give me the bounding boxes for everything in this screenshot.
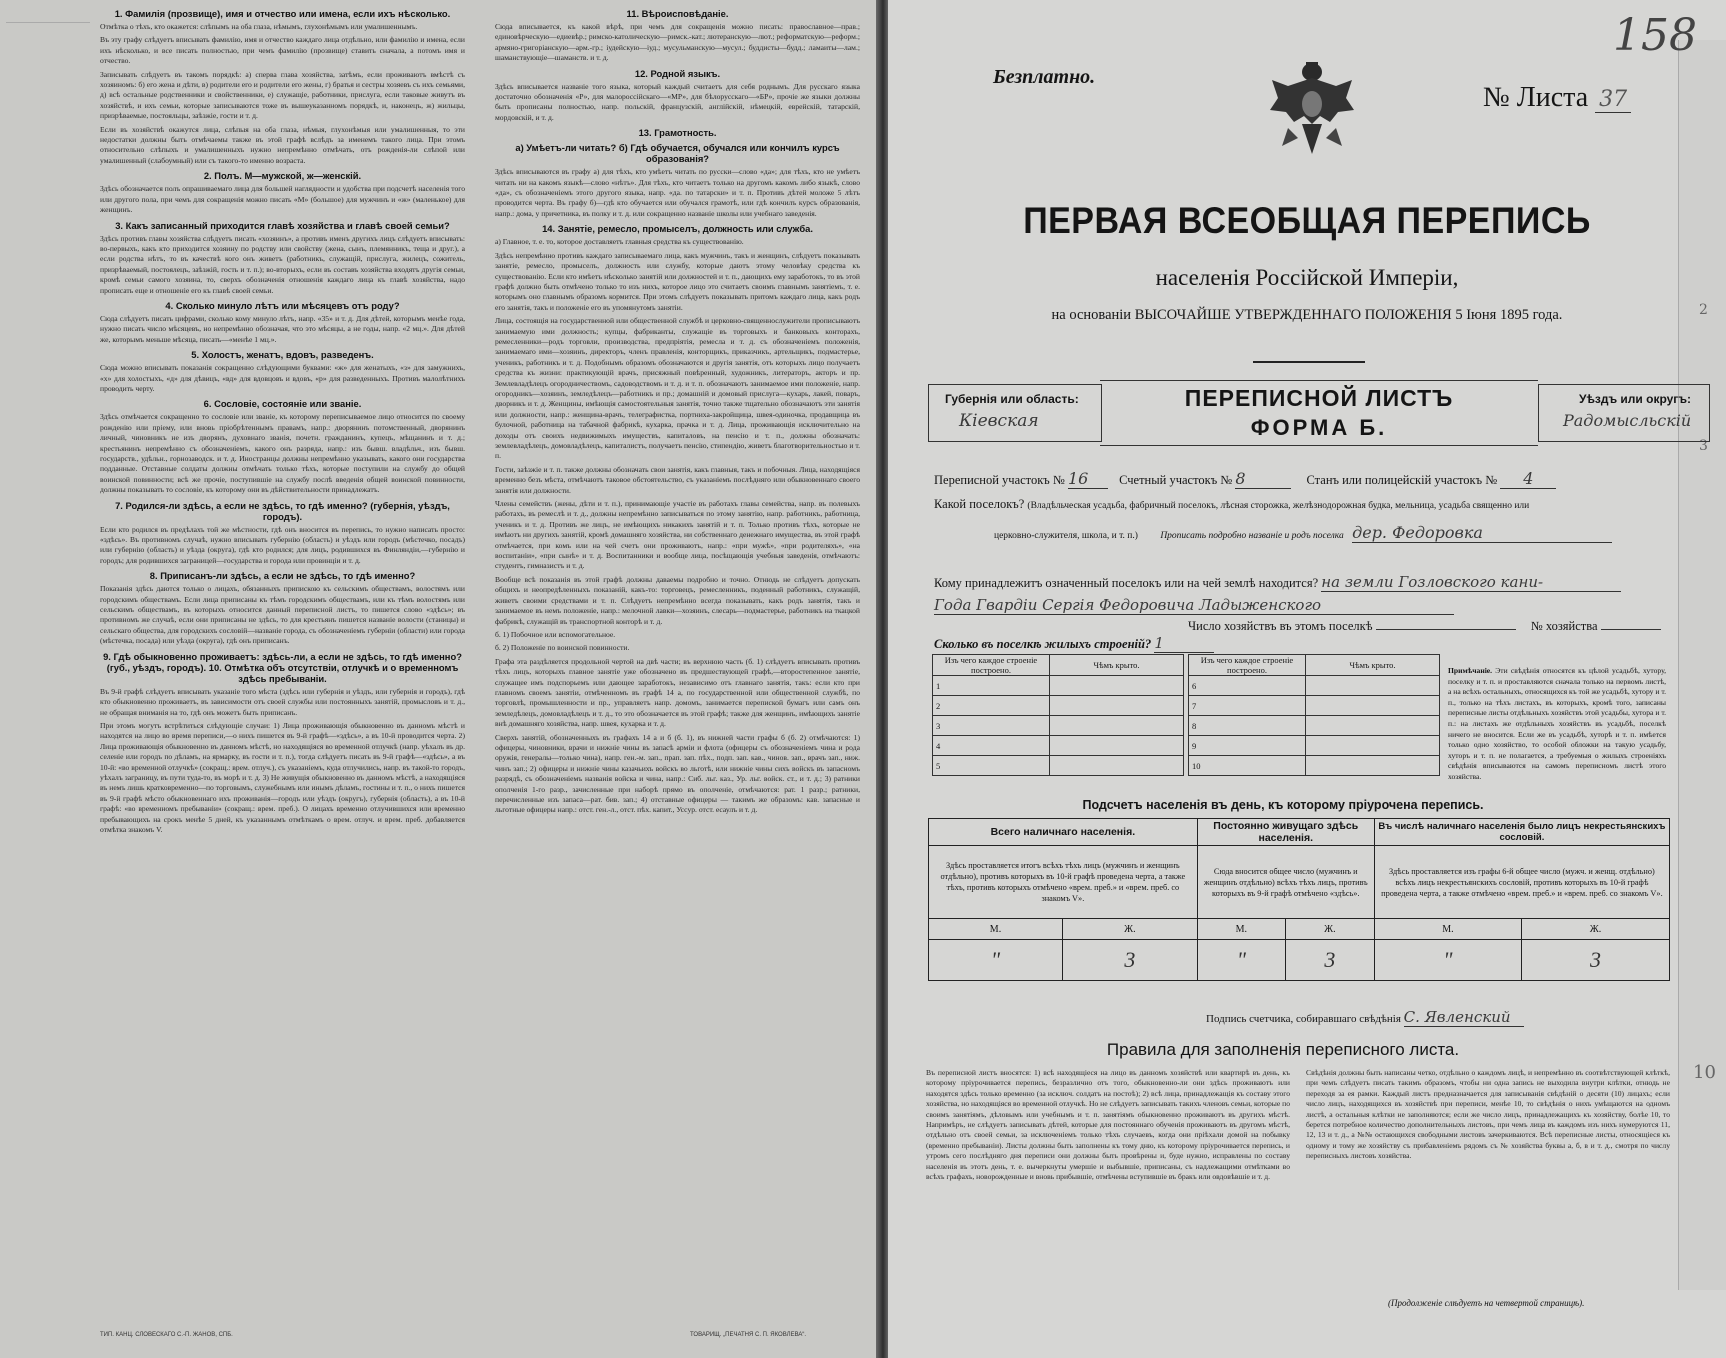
printer-imprint-left: ТИП. КАНЦ. СЛОВЕСКАГО С.-П. ЖАНОВ, СПБ.	[100, 1332, 233, 1338]
resident-male-value: "	[1197, 940, 1285, 981]
household-number-label: № хозяйства	[1530, 619, 1598, 633]
row-number: 7	[1189, 696, 1306, 716]
instruction-heading: 12. Родной языкъ.	[634, 67, 721, 79]
household-number-value	[1601, 629, 1661, 630]
rules-left-column: Въ переписной листъ вносятся: 1) всѣ находящіеся на лицо въ данномъ хозяйствѣ или квартирѣ въ день, къ которому пріурочивается перепись, безразлично отъ того, обыкновенно-ли они здѣсь проживаютъ или находятся здѣсь только временно (за исключ. солдатъ на постоѣ); 2) всѣ лица, принадлежащія къ составу этого хозяйства, но находящіяся во временной отлучкѣ. Но не слѣдуетъ записывать такихъ членовъ семьи, которые по своимъ занятіямъ, дѣловымъ или учебнымъ и т. п. занятіямъ обыкновенно проживаютъ въ другихъ мѣстѣ. Напримѣръ, не слѣдуетъ записывать дѣтей, которые для постояннаго обученія проживаютъ въ другомъ мѣстѣ, отдѣльно отъ своей семьи, за исключеніемъ только тѣхъ случаевъ, когда они пріѣхали домой на побывку (временно пребываніи). Листы должны быть заполнены къ тому дню, къ которому пріурочивается перепись, и утромъ сего послѣдняго дня переписи они должны быть провѣрены и, буде нужно, исправлены по составу населенія въ этотъ день, т. е. вычеркнуты умершіе и выбывшіе, приписаны, съ надлежащими отмѣтками во всѣхъ графахъ, новорожденные и вновь прибывшіе, отмѣчены вступившіе въ бракъ или овдовѣвшіе и т. д.	[926, 1068, 1290, 1182]
instruction-paragraph: Сверхъ занятій, обозначенныхъ въ графахъ 14 а и б (б. 1), въ нижней части графы б (б. 2) отмѣчаются: 1) офицеры, чиновники, врачи и нижніе чины въ запасѣ арміи и флота (офицеры съ обозначеніемъ чина и рода оружія, генералы—только чина), напр. ген.-м. зап., прап. зап. пѣх., подп. зап. кав., чинов. зап., врачъ зап., ниж. чинъ зап.; 2) офицеры и нижніе чины казачьихъ войскъ во льготѣ, или нижніе чины сихъ войскъ въ запасномъ разрядѣ, съ обозначеніемъ названія войска и чина, напр.: Сиб. льг. каз., Ур. льг. войск. ст., и т. д.; 3) ратники ополченія 1-го разр., зачисленные при наборѣ прямо въ ополченіе, отмѣчаются: рат. 1 разр.; ратники, перечисленные изъ запаса—рат. бив. зап.; 4) отставные офицеры — такимъ же образомъ: кав. запасные и льготные офицеры напр.: отст. ген.-л., отст. пѣх. капит., Уссур. отст. есаулъ и т. д.	[495, 732, 860, 815]
instruction-paragraph: Записывать слѣдуетъ въ такомъ порядкѣ: а) сперва глава хозяйства, затѣмъ, если проживаютъ вмѣстѣ съ хозяиномъ: б) его жена и дѣти, в) родители его и родители его жены, г) братья и сестры хозяевъ съ ихъ семьями, д) всѣ остальные родственники и свойственники, е) служащіе, работники, прислуга, если таковые живутъ въ хозяйствѣ, и ихъ семьи, которые записываются тоже въ вышеуказанномъ порядкѣ, и, наконецъ, ж) жильцы, призрѣваемые, постояльцы, заѣзжіе, гости и т. д.	[100, 69, 465, 121]
signature-value: С. Явленский	[1404, 1008, 1524, 1027]
owner-value-1: на земли Гозловского кани-	[1321, 573, 1621, 592]
col-building: Изъ чего каждое строеніе построено.	[933, 655, 1050, 676]
table-row	[1189, 756, 1440, 776]
rules-title: Правила для заполненія переписного листа.	[1106, 1040, 1460, 1059]
imperial-eagle-emblem	[1268, 58, 1356, 158]
instruction-paragraph: б. 1) Побочное или вспомогательное.	[495, 629, 616, 639]
row-number: 8	[1189, 716, 1306, 736]
instruction-heading: 6. Сословіе, состояніе или званіе.	[203, 398, 362, 410]
present-population-head: Всего наличнаго населенія.	[929, 819, 1198, 846]
table-row	[933, 696, 1184, 716]
instruction-paragraph: Гости, заѣзжіе и т. п. также должны обозначать свои занятія, какъ главныя, такъ и побочныя. Лица, находящіяся временно безъ мѣста, отмѣчаютъ таковое обстоятельство, съ указаніемъ послѣдняго или обыкновеннаго своего занятія или должности.	[495, 464, 860, 495]
rules-right-column: Свѣдѣнія должны быть написаны четко, отдѣльно о каждомъ лицѣ, и непремѣнно въ соотвѣтствующей клѣткѣ, при чемъ слѣдуетъ писать такимъ образомъ, чтобы ни одна запись не выходила внутри клѣтки, отнюдь не переходя за ея рамки. Каждый листъ предназначается для записыванія свѣдѣній о десяти (10) лицахъ; если число лицъ, находящихся въ хозяйствѣ при переписи, менѣе 10, то свѣдѣнія о нихъ умѣщаются на одномъ листѣ, а остальныя клѣтки не заполняются; если же число лицъ, принадлежащихъ къ хозяйству, болѣе 10, то берется потребное количество дополнительныхъ листовъ, при чемъ лица въ каждомъ изъ нихъ нумеруются 11, 12, 13 и т. д., а №№ остающихся свободными листовъ зачеркиваются. Всѣ переписные листы, относящіеся къ одному и тому же хозяйству съ прибавленіемъ рядомъ съ № хозяйства буквы а, б, в и т. д., смотря по числу переписныхъ листовъ хозяйства.	[1306, 1068, 1670, 1161]
male-col-label: М.	[929, 919, 1063, 940]
sheet-title: ПЕРЕПИСНОЙ ЛИСТЪ	[1184, 385, 1454, 411]
male-col-label: М.	[1197, 919, 1285, 940]
population-count-table	[928, 818, 1670, 981]
note-title: Примѣчаніе.	[1448, 666, 1493, 675]
female-col-label: Ж.	[1063, 919, 1198, 940]
settlement-hint-line	[934, 523, 1612, 543]
instruction-paragraph: Лица, состоящія на государственной или общественной службѣ и церковно-священнослужители прописываютъ занимаемую ими должность; купцы, фабриканты, служащіе въ торговыхъ и банковыхъ конторахъ, ремесленники—родъ торговли, производства, предпріятія, ремесла и т. д. съ обозначеніемъ положенія, занимаемаго ими—хозяинъ, директоръ, членъ правленія, конторщикъ, приказчикъ, артельщикъ, подмастерье, ученикъ, работникъ и т. д. Подобнымъ образомъ обозначаются и другія занятія, отъ которыхъ лицо получаетъ средства къ жизни: практикующій врачъ, присяжный повѣренный, художникъ, литераторъ, акторъ и пр. Землевладѣлецъ огородничествомъ, садоводствомъ и т. д. и т. п. обозначаютъ занимаемое ими положеніе, напр. огородникъ—хозяинъ, земледѣлецъ—работникъ и пр.; домашній и домовый прислуга—кухарь, лакей, поваръ, дворникъ и т. д. Женщины, имѣющія самостоятельныя занятія, точно также тщательно обозначаютъ эти занятія или должности, напр.: женщина-врачъ, телеграфистка, портниха-закройщица, швея-одиночка, продавщица въ булочной, работница на табачной фабрикѣ, кухарка, прачка и т. д. Лица, проживающія исключительно на доходы отъ своихъ недвижимыхъ имуществъ, капиталовъ, на пенсію и т. п., должны обозначать: землевладѣлецъ, домовладѣлецъ, капиталистъ, получаетъ пенсію, стипендію, живетъ благотворительностью и т. п.	[495, 316, 860, 461]
households-label: Число хозяйствъ въ этомъ поселкѣ	[1188, 619, 1373, 633]
owner-label: Кому принадлежитъ означенный поселокъ или на чей землѣ находится?	[934, 576, 1319, 590]
form-title: ФОРМА Б.	[1250, 415, 1388, 440]
continuation-note: (Продолженіе слѣдуетъ на четвертой страницѣ).	[1388, 1298, 1585, 1308]
instruction-heading: а) Умѣетъ-ли читать? б) Гдѣ обучается, обучался или кончилъ курсъ образованія?	[515, 142, 840, 165]
table-row	[1189, 696, 1440, 716]
stub-number: 10	[1693, 1062, 1716, 1083]
settlement-hint-1: (Владѣльческая усадьба, фабричный поселокъ, лѣсная сторожка, желѣзнодорожная будка, мельница, усадьба священно или	[1027, 501, 1530, 511]
table-row	[933, 676, 1184, 696]
instructions-column-1	[100, 4, 465, 1328]
row-number: 10	[1189, 756, 1306, 776]
instruction-heading: 5. Холостъ, женатъ, вдовъ, разведенъ.	[191, 349, 374, 361]
table-row	[1189, 736, 1440, 756]
table-row	[933, 736, 1184, 756]
free-of-charge-label: Безплатно.	[993, 66, 1096, 88]
female-col-label: Ж.	[1286, 919, 1375, 940]
instruction-paragraph: Графа эта раздѣляется продольной чертой на двѣ части; въ верхнюю часть (б. 1) слѣдуетъ вписывать противъ тѣхъ лицъ, которыхъ главное занятіе уже обозначено въ предшествующей графѣ,—второстепенное занятіе, служащее имъ подспорьемъ или дающее заработокъ, независимо отъ главнаго занятія, такъ: если кто при главномъ своемъ занятіи, отмѣченномъ въ графѣ 14 а, по государственной или общественной службѣ, по торговлѣ, промышленности и пр., управляетъ напр. домомъ, занимается перепиской бумагъ или самъ онъ земледѣлецъ, домовладѣлецъ и т. д., то это обозначается въ этой графѣ; также для женщинъ, имѣющихъ занятіе внѣ домашняго хозяйства, напр. швея, кухарка и т. д.	[495, 656, 860, 729]
row-number: 4	[933, 736, 1050, 756]
owner-field	[934, 573, 1621, 592]
present-female-value: 3	[1063, 940, 1198, 981]
census-title: ПЕРВАЯ ВСЕОБЩАЯ ПЕРЕПИСЬ	[1023, 200, 1591, 241]
instruction-heading: 9. Гдѣ обыкновенно проживаетъ: здѣсь-ли, а если не здѣсь, то гдѣ именно? (губ., уѣздъ, городъ). 10. Отмѣтка объ отсутствіи, отлучкѣ и о временномъ здѣсь пребываніи.	[103, 650, 462, 684]
female-col-label: Ж.	[1521, 919, 1669, 940]
instruction-heading: 8. Приписанъ-ли здѣсь, а если не здѣсь, то гдѣ именно?	[149, 570, 416, 582]
row-number: 9	[1189, 736, 1306, 756]
col-roof: Чѣмъ крыто.	[1306, 655, 1440, 676]
sheet-number-value: 37	[1595, 87, 1631, 113]
instruction-paragraph: Показанія здѣсь даются только о лицахъ, обязанныхъ припискою къ сельскимъ обществамъ, волостямъ или городскимъ обществамъ. Если лица приписаны къ тѣмъ городскимъ обществамъ, или къ тѣмъ волостямъ или сельскимъ обществамъ, въ которыхъ относится данный переписной листъ, то пишется слово «здѣсь»; въ противномъ же случаѣ, если они приписаны не здѣсь, то для крестьянъ пишется названіе волости (станицы) и сельскаго общества, для городскихъ сословій—названіе города, съ обозначеніемъ губерніи (области) или города (мѣстечка, посада) или уѣзда (округа), гдѣ онъ приписанъ.	[100, 584, 465, 646]
count-plot-label: Счетный участокъ №	[1119, 473, 1233, 487]
right-page-census-form	[888, 0, 1726, 1358]
male-col-label: М.	[1374, 919, 1521, 940]
instruction-paragraph: Здѣсь непремѣнно противъ каждаго записываемаго лица, какъ мужчинъ, такъ и женщинъ, слѣдуетъ показывать занятіе, ремесло, промыселъ, должность или службу, которые даютъ этому человѣку средства къ существованію. Если кто имѣетъ нѣсколько занятій или должностей и т. п., дающихъ ему заработокъ, то въ этой графѣ должно быть отмѣчено только то изъ нихъ, которое лицо это считаетъ своимъ главнымъ занятіемъ, т. е. которымъ оно главнымъ образомъ кормится. При этомъ слѣдуетъ показывать притомъ каждаго лица, какъ родъ его занятія, такъ и положеніе его въ упомянутомъ занятіи.	[495, 250, 860, 312]
non-peasant-female-value: 3	[1521, 940, 1669, 981]
col-building: Изъ чего каждое строеніе построено.	[1189, 655, 1306, 676]
buildings-field	[934, 634, 1214, 653]
resident-female-value: 3	[1286, 940, 1375, 981]
instruction-paragraph: Если въ хозяйствѣ окажутся лица, слѣпыя на оба глаза, нѣмыя, глухонѣмыя или умалишенныя, то эти недостатки должны быть отмѣчаемы также въ этой графѣ вслѣдъ за именемъ такого лица. При этомъ относительно слѣпыхъ и умалишенныхъ нужно непремѣнно отмѣчать, отъ рожденія-ли слѣпой или умалишенный (слабоумный) или съ такого-то именно возраста.	[100, 124, 465, 165]
buildings-table-right	[1188, 654, 1440, 776]
instruction-paragraph: Здѣсь отмѣчается сокращенно то сословіе или званіе, къ которому переписываемое лицо относится по своему рожденію или пріему, или вновь пріобрѣтеннымъ правамъ, напр.: дворянинъ потомственный, дворянинъ личный, чиновникъ не изъ дворянъ, духовнаго званія, почетн. гражданинъ, купецъ, мѣщанинъ и т. д.; крестьянинъ непремѣнно съ обозначеніемъ, какого онъ разряда, напр.: изъ бывш. владѣльч., изъ бывш. государств., удѣльн., горнозаводск. и т. д. Иностранцы должны непремѣнно указывать, какого они государства подданные. Отставные солдаты должны отмѣчать только тѣхъ, которые поступили на службу до общей воинской повинности; всѣ же прочіе, поступившіе на службу послѣ введенія общей воинской повинности, должны показывать то сословіе, къ которому они въ дѣйствительности принадлежатъ.	[100, 412, 465, 495]
instruction-heading: 13. Грамотность.	[638, 127, 717, 139]
printer-imprint-right: ТОВАРИЩ. „ПЕЧАТНЯ С. П. ЯКОВЛЕВА“.	[690, 1332, 807, 1338]
row-number: 1	[933, 676, 1050, 696]
province-value: Кіевская	[959, 411, 1039, 431]
province-label: Губернія или область:	[945, 392, 1079, 406]
census-plot-label: Переписной участокъ №	[934, 473, 1065, 487]
census-plot-field	[934, 469, 1556, 489]
signature-field	[1206, 1008, 1524, 1027]
stub-number: 2	[1699, 302, 1708, 318]
table-row	[933, 756, 1184, 776]
stan-label: Станъ или полицейскій участокъ №	[1306, 473, 1498, 487]
census-subtitle: населенія Россійской Имперіи,	[1155, 265, 1459, 290]
households-field	[1188, 619, 1661, 634]
present-population-desc: Здѣсь проставляется итогъ всѣхъ тѣхъ лицъ (мужчинъ и женщинъ отдѣльно), противъ которыхъ въ 10-й графѣ проведена черта, а также тѣхъ, противъ которыхъ отмѣчено «врем. преб.» и «врем. преб. со знакомъ V».	[929, 846, 1198, 919]
instruction-heading: 3. Какъ записанный приходится главѣ хозяйства и главѣ своей семьи?	[115, 219, 450, 231]
instruction-paragraph: Здѣсь обозначается полъ опрашиваемаго лица для большей наглядности и удобства при подсчетѣ населенія того или другого пола, при чемъ для сокращенія можно писать «М» (большое) для мужчинъ и «ж» (маленькое) для женщинъ.	[100, 184, 465, 215]
population-count-title: Подсчетъ населенія въ день, къ которому пріурочена перепись.	[1082, 798, 1484, 812]
instruction-paragraph: Сюда вписывается, къ какой вѣрѣ, при чемъ для сокращенія можно писать: православное—прав.; единовѣрческую—едиевѣр.; римско-католическую—римск.-кат.; лютеранскую—лют.; реформатскую—реформ.; армяно-григоріанскую—арм.-гр.; іудейскую—іуд.; мусульманскую—мусул.; буддисты—будд.; ламаиты—лам.; шаманствующіе—шаманств. и т. д.	[495, 22, 860, 63]
instruction-heading: 14. Занятіе, ремесло, промыселъ, должность или служба.	[542, 223, 813, 235]
sheet-title-box	[1100, 380, 1538, 446]
instructions-column-2	[495, 4, 860, 1328]
row-number: 2	[933, 696, 1050, 716]
instruction-paragraph: б. 2) Положеніе по воинской повинности.	[495, 643, 630, 653]
table-row	[1189, 716, 1440, 736]
settlement-value: дер. Федоровка	[1352, 523, 1612, 543]
non-peasant-head: Въ числѣ наличнаго населенія было лицъ некрестьянскихъ сословій.	[1374, 819, 1669, 846]
count-plot-value: 8	[1235, 469, 1291, 489]
instruction-paragraph: Здѣсь вписываются въ графу а) для тѣхъ, кто умѣетъ читать по русски—слово «да»; для тѣхъ, кто не умѣетъ читать ни на какомъ языкѣ—слово «нѣтъ». Для тѣхъ, кто читаетъ только на другомъ какомъ либо языкѣ, слово «да», съ обозначеніемъ этого другого языка, напр. «да. по татарски» и т. п. Противъ дѣтей моложе 5 лѣтъ проводится черта. Въ графу б)—гдѣ кто обучается или обучался грамотѣ, или гдѣ кончилъ курсъ образованія, напр.: дома, у причетника, въ полку и т. д. или сокращенно названіе школы или учебнаго заведенія.	[495, 167, 860, 218]
row-number: 3	[933, 716, 1050, 736]
instruction-paragraph: Вообще всѣ показанія въ этой графѣ должны даваемы подробно и точно. Отнюдь не слѣдуетъ допускать общихъ и неопредѣленныхъ показаній, какъ-то: торговецъ, ремесленникъ, поденный работникъ, служащій, живетъ своими средствами и т. п. Слѣдуетъ непремѣнно всегда показывать, какъ родъ занятія, такъ и занимаемое въ немъ положеніе, напр.: мелочной лавки—хозяинъ, слесарь—подмастерье, работникъ на ткацкой фабрикѣ, служащій въ транспортной конторѣ и т. д.	[495, 574, 860, 626]
col-roof: Чѣмъ крыто.	[1050, 655, 1184, 676]
instruction-paragraph: Сюда можно вписывать показанія сокращенно слѣдующими буквами: «ж» для женатыхъ, «з» для замужнихъ, «х» для холостыхъ, «д» для дѣвицъ, «вд» для вдовцовъ и вдовъ, «р» для разведенныхъ. Противъ малолѣтнихъ проводить черту.	[100, 363, 465, 393]
instruction-paragraph: Здѣсь противъ главы хозяйства слѣдуетъ писать «хозяинъ», а противъ именъ другихъ лицъ слѣдуетъ вписывать: во-первыхъ, какъ кто приходится хозяину по родству или свойству (жена, сынъ, племянникъ, теща и друг.), а если родства нѣтъ, то въ качествѣ кого онъ живетъ (работникъ, служащій, прислуга, жилецъ, сожитель, призрѣваемый, постоялецъ, заѣзжій, гость и т. п.); во-вторыхъ, если въ составъ хозяйства входятъ другія семьи, кромѣ семьи самого хозяина, то, сверхъ обозначенія отношенія каждаго лица къ главѣ хозяйства, надо прописать еще и отношеніе его къ главѣ своей семьи.	[100, 233, 465, 295]
instruction-paragraph: а) Главное, т. е. то, которое доставляетъ главныя средства къ существованію.	[495, 237, 744, 247]
note-text: Эти свѣдѣнія относятся къ цѣлой усадьбѣ, хутору, поселку и т. п. и проставляются сначала только на первомъ листѣ, а на всѣхъ остальныхъ, относящихся къ той же усадьбѣ, хутору и т. п., только на тѣхъ листахъ, въ которыхъ, кромѣ того, записаны переписные листы отдѣльныхъ хозяйствъ этой усадьбы, хутора и т. п.: на листахъ же отдѣльныхъ хозяйствъ въ усадьбѣ, поселкѣ ничего не вносится. Если же въ усадьбѣ, хуторѣ и т. п. имѣется только одно хозяйство, то особой обложки на такую усадьбу, хуторъ и т. п. не полагается, а требуемыя о жилыхъ строеніяхъ свѣдѣнія вписываются на самомъ переписномъ листѣ этого хозяйства.	[1448, 666, 1667, 781]
form-header	[928, 380, 1708, 444]
settlement-field	[934, 497, 1529, 512]
note-block	[1448, 666, 1666, 783]
owner-value-2: Года Гвардіи Сергія Федоровича Ладыженского	[934, 596, 1454, 615]
instruction-paragraph: Въ 9-й графѣ слѣдуетъ вписывать указаніе того мѣста (здѣсь или губернія и уѣздъ, или губернія и городъ), гдѣ кто обыкновенно проживаетъ, въ зависимости отъ своей службы или постоянныхъ занятій, промысловъ и т. д., не обращая вниманія на то, гдѣ онъ можетъ быть приписанъ.	[100, 686, 465, 717]
census-plot-value: 16	[1068, 469, 1108, 489]
instruction-heading: 1. Фамилія (прозвище), имя и отчество или имена, если ихъ нѣсколько.	[114, 8, 451, 19]
instruction-paragraph: Отмѣтка о тѣхъ, кто окажется: слѣпымъ на оба глаза, нѣмымъ, глухонѣмымъ или умалишеннымъ.	[100, 22, 418, 31]
non-peasant-desc: Здѣсь проставляется изъ графы 6-й общее число (мужч. и женщ. отдѣльно) всѣхъ лицъ некрестьянскихъ сословій, противъ которыхъ въ 10-й графѣ проведена черта, а также отмѣчено «врем. преб.» и «врем. преб. со знакомъ V».	[1374, 846, 1669, 919]
stan-value: 4	[1500, 469, 1556, 489]
district-value: Радомысльскій	[1563, 411, 1692, 430]
table-row	[1189, 676, 1440, 696]
instruction-paragraph: Въ эту графу слѣдуетъ вписывать фамилію, имя и отчество каждаго лица отдѣльно, или фамилію и имена, если ихъ нѣсколько, и все писать полностью, при чемъ фамилію (прозвище) ставить сначала, а потомъ имя и отчество.	[100, 35, 465, 66]
stub-number: 3	[1699, 438, 1708, 454]
buildings-table-left	[932, 654, 1184, 776]
district-label: Уѣздъ или округъ:	[1579, 392, 1692, 406]
title-divider	[1253, 361, 1365, 363]
instruction-paragraph: Здѣсь вписывается названіе того языка, который каждый считаетъ для себя роднымъ. Для русскаго языка достаточно обозначенія «Р», для малороссійскаго—«МР», для бѣлорусскаго—«БР», прочіе же языки должны быть прописаны полностью, напр. польскій, французскій, англійскій, нѣмецкій, еврейскій, татарскій, мордовскій, и т. д.	[495, 81, 860, 122]
left-margin-strip	[0, 0, 96, 1358]
margin-rule	[6, 22, 90, 23]
instruction-paragraph: Сюда слѣдуетъ писать цифрами, сколько кому минуло лѣтъ, напр. «35» и т. д. Для дѣтей, которымъ менѣе года, нужно писать число мѣсяцевъ, но непремѣнно обозначая, что это мѣсяцы, а не годы, напр. «2 мц.». Для дѣтей же, которымъ меньше мѣсяца, писать—«менѣе 1 мц.».	[100, 313, 465, 344]
settlement-label: Какой поселокъ?	[934, 497, 1025, 511]
instruction-heading: 4. Сколько минуло лѣтъ или мѣсяцевъ отъ роду?	[165, 299, 400, 311]
instruction-paragraph: При этомъ могутъ встрѣтиться слѣдующіе случаи: 1) Лица проживающія обыкновенно въ данномъ мѣстѣ и находятся на лицо во время переписи,—о нихъ пишется въ 9-й графѣ—«здѣсь», а въ 10-й проводится черта. 2) Лица проживающія обыкновенно въ данномъ мѣстѣ, но находящіяся во временной отлучкѣ (напр. уѣхалъ въ др. селеніе или городъ по дѣламъ, на ярмарку, въ гости и т. п.), тогда слѣдуетъ писать въ 9-й графѣ—«здѣсь», а въ 10-й: «во временной отлучкѣ» (сокращ.: врем. отлуч.), съ указаніемъ, куда отлучились, напр. въ такой-то городъ, уѣхалъ заграницу, въ пути туда-то, въ морѣ и т. д. 3) Не живущія обыкновенно въ данномъ мѣстѣ, а находящіяся въ немъ лишь кратковременно—по торговымъ, служебнымъ или инымъ дѣламъ, гостины и т. п., о нихъ пишется въ 9-й графѣ мѣсто обыкновеннаго ихъ проживанія—городъ или уѣздъ (округъ), губернія (область), а въ 10-й графѣ: «во временномъ пребываніи» (сокращ.: врем. преб.). О лицахъ временно отлучившихся или временно пребывающихъ на срокъ менѣе 5 дней, къ указаннымъ отмѣткамъ о врем. отлуч. и врем. преб. добавляется отмѣтка знакомъ V.	[100, 720, 465, 834]
district-box	[1538, 384, 1710, 442]
signature-label: Подпись счетчика, собиравшаго свѣдѣнія	[1206, 1013, 1401, 1025]
settlement-hint-3: Прописать подробно названіе и родъ поселка	[1160, 531, 1344, 541]
row-number: 6	[1189, 676, 1306, 696]
sheet-number-label: № Листа	[1483, 82, 1589, 113]
settlement-hint-2: церковно-служителя, школа, и т. п.)	[994, 531, 1138, 541]
buildings-value: 1	[1154, 634, 1214, 653]
row-number: 5	[933, 756, 1050, 776]
sheet-number	[1483, 82, 1631, 114]
table-row	[933, 716, 1184, 736]
resident-population-desc: Сюда вносится общее число (мужчинъ и женщинъ отдѣльно) всѣхъ тѣхъ лицъ, противъ которыхъ въ 9-й графѣ отмѣчено «здѣсь».	[1197, 846, 1374, 919]
instruction-heading: 11. Вѣроисповѣданіе.	[626, 8, 729, 19]
buildings-label: Сколько въ поселкѣ жилыхъ строеній?	[934, 637, 1152, 651]
instruction-heading: 7. Родился-ли здѣсь, а если не здѣсь, то гдѣ именно? (губернія, уѣздъ, городъ).	[115, 499, 450, 522]
resident-population-head: Постоянно живущаго здѣсь населенія.	[1197, 819, 1374, 846]
province-box	[928, 384, 1102, 442]
non-peasant-male-value: "	[1374, 940, 1521, 981]
census-decree: на основаніи ВЫСОЧАЙШЕ УТВЕРЖДЕННАГО ПОЛОЖЕНІЯ 5 Іюня 1895 года.	[1051, 307, 1563, 323]
handwritten-corner-number: 158	[1613, 10, 1697, 61]
owner-field-line2	[934, 596, 1454, 615]
present-male-value: "	[929, 940, 1063, 981]
instruction-heading: 2. Полъ. М—мужской, ж—женскій.	[203, 170, 362, 182]
instruction-paragraph: Члены семействъ (жены, дѣти и т. п.), принимающіе участіе въ работахъ главы семейства, напр. въ полевыхъ работахъ, въ ремеслѣ и т. д., должны непремѣнно записываться по этому занятію, напр. работникъ, работница, ученикъ и т. д. Противъ же лицъ, не имѣющихъ никакихъ занятій и т. п. Только противъ тѣхъ, которые не имѣютъ ни другихъ занятій, кромѣ домашняго хозяйства, ни собственнаго денежнаго имущества, въ этой графѣ отмѣчается, при комъ или на чей счетъ они проживаютъ, напр.: «при мужѣ», «при родителяхъ», «на воспитаніи», «при сынѣ» и т. д. Воспитанники и вообще лица, посѣщающія учебныя заведенія, отмѣчаютъ: студентъ, гимназистъ и т. д.	[495, 499, 860, 571]
instruction-paragraph: Если кто родился въ предѣлахъ той же мѣстности, гдѣ онъ вносится въ перепись, то нужно написать просто: «здѣсь». Въ противномъ случаѣ, нужно вписывать губернію (область) и уѣздъ или городъ (мѣстечко, посадъ) или губернію (область) и уѣзда (округа), гдѣ кто родился; для лицъ, родившихся въ Финляндіи,—губернію и городъ; для родившихся заграницей—государства и города или провинціи и т. д.	[100, 524, 465, 565]
households-value	[1376, 629, 1516, 630]
